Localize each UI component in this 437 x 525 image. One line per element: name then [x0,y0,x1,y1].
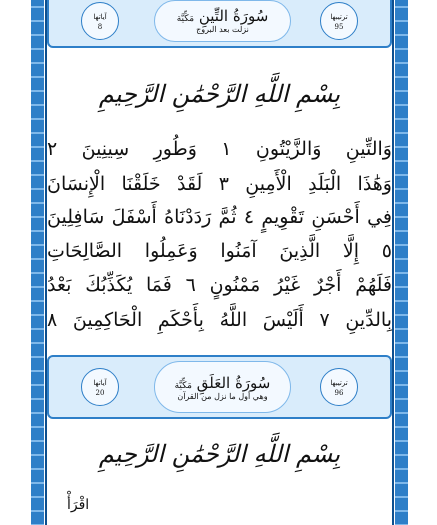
verse-line-6: بِالدِّينِ ٧ أَلَيْسَ اللَّهُ بِأَحْكَمِ الْحَاكِمِينَ ٨ [47,309,392,331]
surah-name: سُورَةُ التِّينِ مَكِّيَّة [176,7,269,25]
surah-title-cartouche [154,0,291,42]
ayat-count-medallion [81,368,119,406]
surah-header-al-alaq [47,355,392,419]
order-label: ترتيبها [330,379,348,387]
basmala: بِسْمِ اللَّهِ الرَّحْمَٰنِ الرَّحِيمِ [98,440,341,468]
surah-type: مَكِّيَّة [174,381,192,391]
verse-line-1: وَالتِّينِ وَالزَّيْتُونِ ١ وَطُورِ سِينِينَ ٢ [47,138,392,160]
ayat-count-medallion [81,2,119,40]
order-label: ترتيبها [330,13,348,21]
verse-line-3: فِي أَحْسَنِ تَقْوِيمٍ ٤ ثُمَّ رَدَدْنَاهُ أَسْفَلَ سَافِلِينَ [47,206,393,228]
verse-line-4: ٥ إِلَّا الَّذِينَ آمَنُوا وَعَمِلُوا الصَّالِحَاتِ [47,240,392,262]
surah-order-medallion [320,2,358,40]
left-border-frame [31,0,44,525]
ayat-label: آياتها [93,13,107,21]
surah-type: مَكِّيَّة [176,14,195,24]
right-border-frame [395,0,408,525]
surah-header-at-tin [47,0,392,48]
revelation-note: نزلت بعد البروج [196,25,249,34]
basmala: بِسْمِ اللَّهِ الرَّحْمَٰنِ الرَّحِيمِ [98,80,341,108]
surah-title-cartouche [154,361,291,413]
ayat-count: 8 [97,23,103,31]
order-number: 95 [334,23,344,31]
page-catchword: اقْرَأْ [67,497,90,513]
verse-line-5: فَلَهُمْ أَجْرٌ غَيْرُ مَمْنُونٍ ٦ فَمَا يُكَذِّبُكَ بَعْدُ [47,274,392,296]
revelation-note: وهي أول ما نزل من القرآن [177,392,268,401]
mushaf-page [47,0,392,525]
order-number: 96 [334,389,344,397]
surah-name: سُورَةُ العَلَقِ مَكِّيَّة [174,374,271,392]
verse-line-2: وَهَٰذَا الْبَلَدِ الْأَمِينِ ٣ لَقَدْ خَلَقْنَا الْإِنسَانَ [47,173,392,195]
surah-order-medallion [320,368,358,406]
ayat-count: 20 [95,389,105,397]
ayat-label: آياتها [93,379,107,387]
